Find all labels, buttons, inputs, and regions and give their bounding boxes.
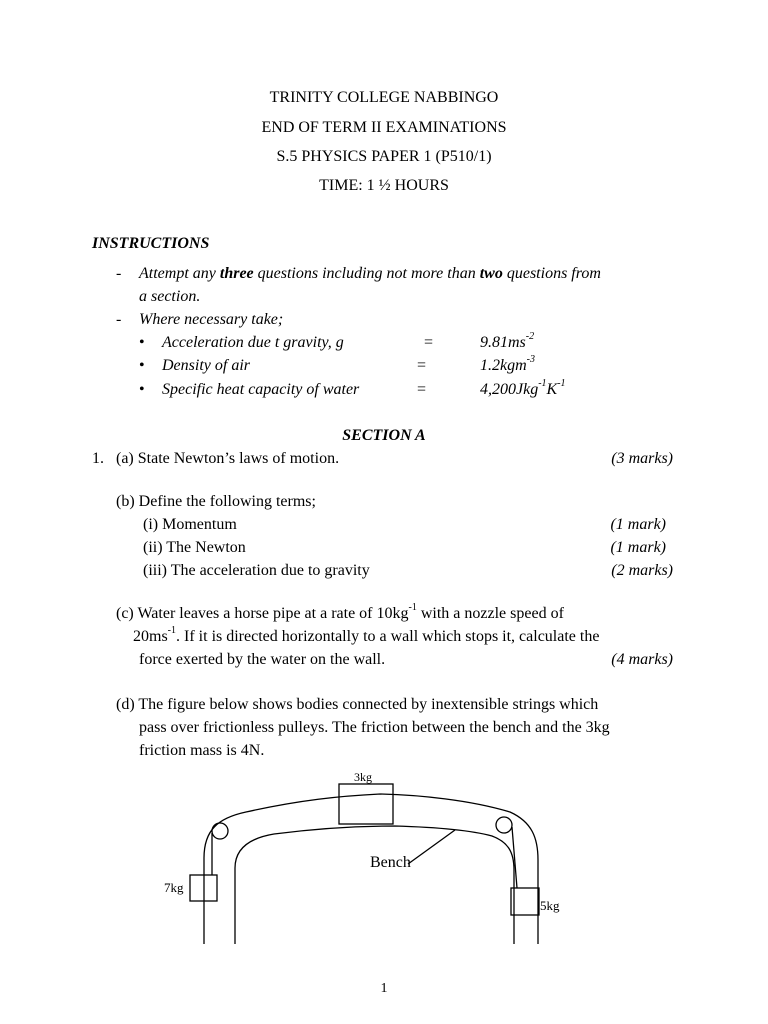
marks-1b-iii: (2 marks) [611,562,673,579]
instruction-line-1-cont: a section. [139,288,201,305]
instruction-dash: - [116,265,122,282]
bullet: • [139,357,145,374]
mass-3kg-box [339,784,393,824]
exam-time: TIME: 1 ½ HOURS [319,177,449,194]
bench-leader-line [408,830,455,864]
equals-sign: = [424,334,434,351]
mass-7kg-label: 7kg [164,880,184,895]
equals-sign: = [417,357,427,374]
question-1b-i: (i) Momentum [143,516,237,533]
marks-1a: (3 marks) [611,450,673,467]
question-1d-line-2: pass over frictionless pulleys. The friction between the bench and the 3kg [139,719,610,736]
right-pulley [496,817,512,833]
question-1c-line-1: (c) Water leaves a horse pipe at a rate of $10kg^{-1}$ with a nozzle speed of [116,602,564,622]
question-1d-line-1: (d) The figure below shows bodies connected by inextensible strings which [116,696,599,713]
question-1c-line-2: $20ms^{-1}$. If it is directed horizontally to a wall which stops it, calculate the [133,625,600,645]
question-1b-iii: (iii) The acceleration due to gravity [143,562,370,579]
mass-3kg-label: 3kg [354,770,372,784]
question-1d-line-3: friction mass is 4N. [139,742,265,759]
constant-value: $4,200Jkg^{-1}K^{-1}$ [480,378,566,398]
constant-name: Specific heat capacity of water [162,381,360,398]
instruction-dash: - [116,311,122,328]
question-1b-ii: (ii) The Newton [143,539,246,556]
equals-sign: = [417,381,427,398]
question-1a: (a) State Newton’s laws of motion. [116,450,340,467]
instruction-line-2: Where necessary take; [139,311,284,328]
bench-inner-edge [235,826,514,944]
question-1c-line-3: force exerted by the water on the wall. [139,651,386,668]
question-number: 1. [92,450,104,467]
exam-title: END OF TERM II EXAMINATIONS [261,119,507,136]
constant-name: Density of air [162,357,250,374]
section-heading: SECTION A [342,427,426,444]
question-1b: (b) Define the following terms; [116,493,316,510]
marks-1b-ii: (1 mark) [610,539,666,556]
constant-value: $9.81ms^{-2}$ [480,331,535,351]
mass-5kg-box [511,888,539,915]
marks-1c: (4 marks) [611,651,673,668]
constant-name: Acceleration due t gravity, g [162,334,344,351]
school-name: TRINITY COLLEGE NABBINGO [269,89,499,106]
bullet: • [139,381,145,398]
constant-value: 1.2kgm$^{-3}$ [480,354,535,374]
instruction-line-1: Attempt any three questions including not more than two questions from [139,265,601,282]
paper-title: S.5 PHYSICS PAPER 1 (P510/1) [276,148,492,165]
mass-5kg-label: 5kg [540,898,560,913]
instructions-heading: INSTRUCTIONS [92,235,210,252]
left-pulley [212,823,228,839]
bench-label: Bench [370,854,411,871]
page-number: 1 [380,981,388,996]
marks-1b-i: (1 mark) [610,516,666,533]
bullet: • [139,334,145,351]
